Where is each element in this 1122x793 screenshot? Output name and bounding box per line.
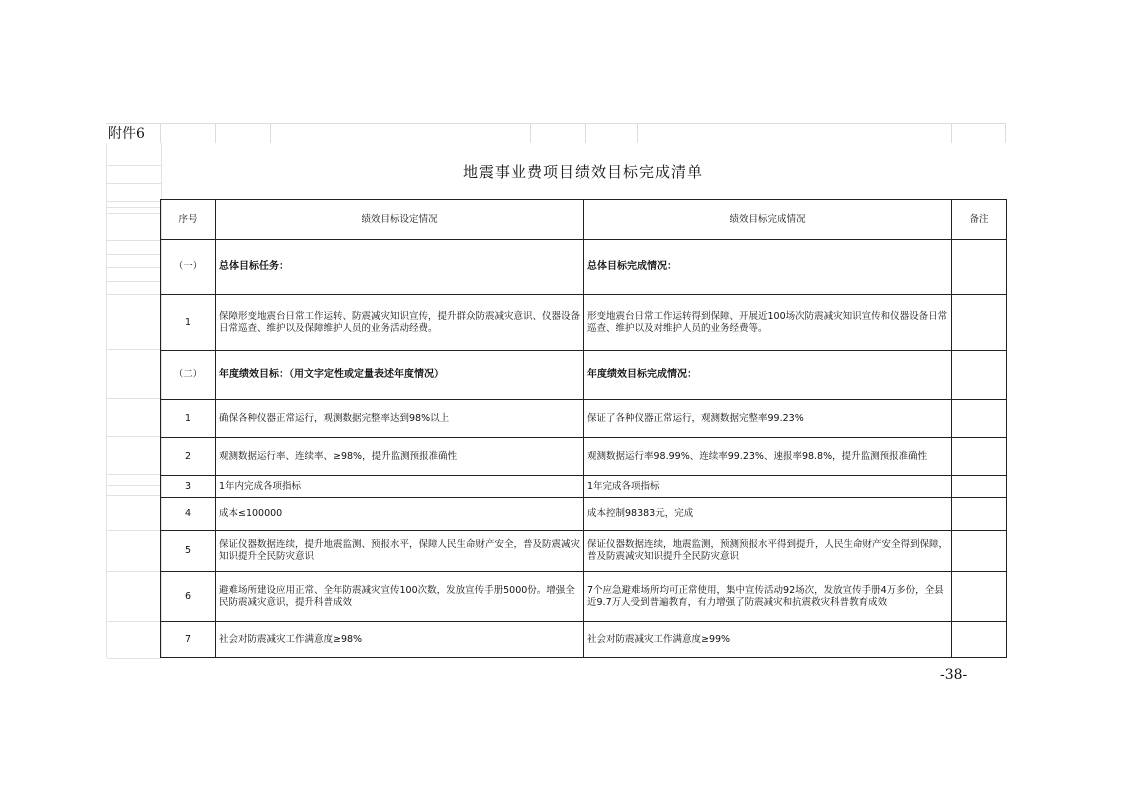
row-remark: [952, 295, 1007, 351]
row-remark: [952, 498, 1007, 531]
row-completion: 保证仪器数据连续，地震监测，预测预报水平得到提升，人民生命财产安全得到保障，普及防震减灾知识提升全民防灾意识: [584, 531, 952, 572]
header-target: 绩效目标设定情况: [216, 200, 584, 240]
attachment-label: 附件6: [108, 126, 145, 142]
section-target: 年度绩效目标：（用文字定性或定量表述年度情况）: [216, 351, 584, 400]
section-seq: （一）: [161, 240, 216, 295]
row-seq: 7: [161, 622, 216, 658]
row-completion: 7个应急避难场所均可正常使用，集中宣传活动92场次，发放宣传手册4万多份，全县近9.7万人受到普遍教育，有力增强了防震减灾和抗震救灾科普教育成效: [584, 572, 952, 622]
table-row: [161, 531, 1007, 572]
page-number: -38-: [940, 667, 968, 683]
table-row: [161, 498, 1007, 531]
spreadsheet-grid-top: [106, 123, 1006, 143]
table-row: [161, 476, 1007, 498]
section-target: 总体目标任务：: [216, 240, 584, 295]
row-remark: [952, 572, 1007, 622]
section-row-overall: [161, 240, 1007, 295]
table-row: [161, 295, 1007, 351]
row-completion: 成本控制98383元，完成: [584, 498, 952, 531]
section-completion: 总体目标完成情况：: [584, 240, 952, 295]
row-target: 保证仪器数据连续，提升地震监测、预报水平，保障人民生命财产安全，普及防震减灾知识提升全民防灾意识: [216, 531, 584, 572]
row-remark: [952, 400, 1007, 438]
performance-table: [160, 199, 1007, 658]
row-target: 观测数据运行率、连续率、≥98%，提升监测预报准确性: [216, 438, 584, 476]
header-row: [161, 200, 1007, 240]
row-seq: 2: [161, 438, 216, 476]
row-seq: 3: [161, 476, 216, 498]
header-completion: 绩效目标完成情况: [584, 200, 952, 240]
row-seq: 4: [161, 498, 216, 531]
section-completion: 年度绩效目标完成情况：: [584, 351, 952, 400]
row-remark: [952, 531, 1007, 572]
table-row: [161, 622, 1007, 658]
row-completion: 观测数据运行率98.99%、连续率99.23%、速报率98.8%，提升监测预报准确性: [584, 438, 952, 476]
header-remark: 备注: [952, 200, 1007, 240]
table-row: [161, 438, 1007, 476]
table-row: [161, 400, 1007, 438]
row-target: 1年内完成各项指标: [216, 476, 584, 498]
row-seq: 6: [161, 572, 216, 622]
row-target: 社会对防震减灾工作满意度≥98%: [216, 622, 584, 658]
row-remark: [952, 438, 1007, 476]
row-remark: [952, 622, 1007, 658]
row-target: 保障形变地震台日常工作运转、防震减灾知识宣传，提升群众防震减灾意识、仪器设备日常巡查、维护以及保障维护人员的业务活动经费。: [216, 295, 584, 351]
document-title: 地震事业费项目绩效目标完成清单: [462, 162, 703, 181]
section-remark: [952, 240, 1007, 295]
section-row-annual: [161, 351, 1007, 400]
row-seq: 1: [161, 295, 216, 351]
row-completion: 保证了各种仪器正常运行，观测数据完整率99.23%: [584, 400, 952, 438]
spreadsheet-grid-left: [106, 143, 162, 658]
section-remark: [952, 351, 1007, 400]
row-completion: 1年完成各项指标: [584, 476, 952, 498]
row-seq: 5: [161, 531, 216, 572]
row-target: 避难场所建设应用正常、全年防震减灾宣传100次数，发放宣传手册5000份。增强全民防震减灾意识，提升科普成效: [216, 572, 584, 622]
row-seq: 1: [161, 400, 216, 438]
row-target: 确保各种仪器正常运行，观测数据完整率达到98%以上: [216, 400, 584, 438]
section-seq: （二）: [161, 351, 216, 400]
row-completion: 形变地震台日常工作运转得到保障、开展近100场次防震减灾知识宣传和仪器设备日常巡查、维护以及对维护人员的业务经费等。: [584, 295, 952, 351]
row-target: 成本≤100000: [216, 498, 584, 531]
row-completion: 社会对防震减灾工作满意度≥99%: [584, 622, 952, 658]
header-seq: 序号: [161, 200, 216, 240]
table-row: [161, 572, 1007, 622]
row-remark: [952, 476, 1007, 498]
